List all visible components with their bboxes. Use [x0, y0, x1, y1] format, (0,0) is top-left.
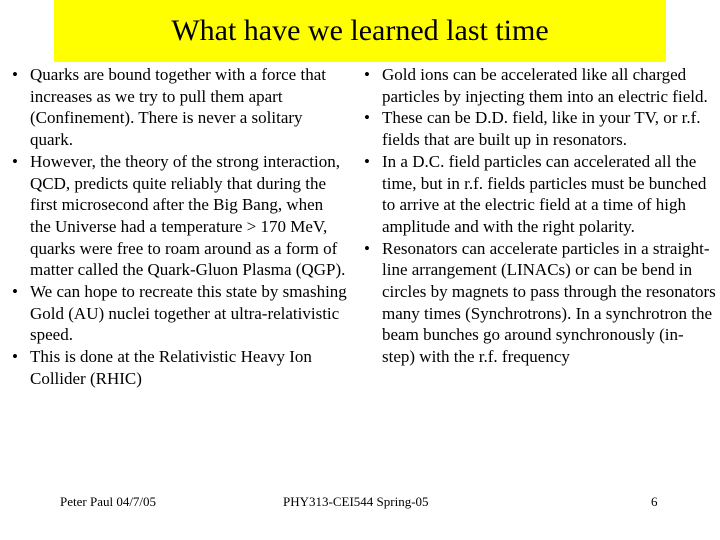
- bullet-item: • This is done at the Relativistic Heavy Ion Collider (RHIC): [8, 346, 348, 389]
- slide-title: What have we learned last time: [171, 14, 549, 47]
- bullet-item: • However, the theory of the strong interaction, QCD, predicts quite reliably that during the first microsecond after the Big Bang, when the Universe had a temperature > 170 MeV, quarks were free to roam around as a form of matter called the Quark-Gluon Plasma (QGP).: [8, 151, 348, 281]
- bullet-item: • In a D.C. field particles can accelerated all the time, but in r.f. fields particles must be bunched to arrive at the electric field at a time of high amplitude and with the right polarity.: [360, 151, 716, 238]
- footer-author-date: Peter Paul 04/7/05: [60, 494, 157, 509]
- left-bullet-list: [8, 64, 348, 390]
- bullet-item: • We can hope to recreate this state by smashing Gold (AU) nuclei together at ultra-relativistic speed.: [8, 281, 348, 346]
- bullet-item: • Gold ions can be accelerated like all charged particles by injecting them into an electric field.: [360, 64, 716, 107]
- bullet-item: • These can be D.D. field, like in your TV, or r.f. fields that are built up in resonators.: [360, 107, 716, 150]
- right-bullet-list: [360, 64, 716, 368]
- footer-course: PHY313-CEI544 Spring-05: [283, 494, 429, 509]
- left-column: [8, 64, 348, 390]
- title-band: [54, 0, 666, 62]
- footer-page-number: 6: [651, 494, 658, 509]
- bullet-item: • Quarks are bound together with a force that increases as we try to pull them apart (Confinement). There is never a solitary quark.: [8, 64, 348, 151]
- right-column: [360, 64, 716, 368]
- bullet-item: • Resonators can accelerate particles in a straight-line arrangement (LINACs) or can be bend in circles by magnets to pass through the resonators many times (Synchrotrons). In a synchrotron the beam bunches go around synchronously (in-step) with the r.f. frequency: [360, 238, 716, 368]
